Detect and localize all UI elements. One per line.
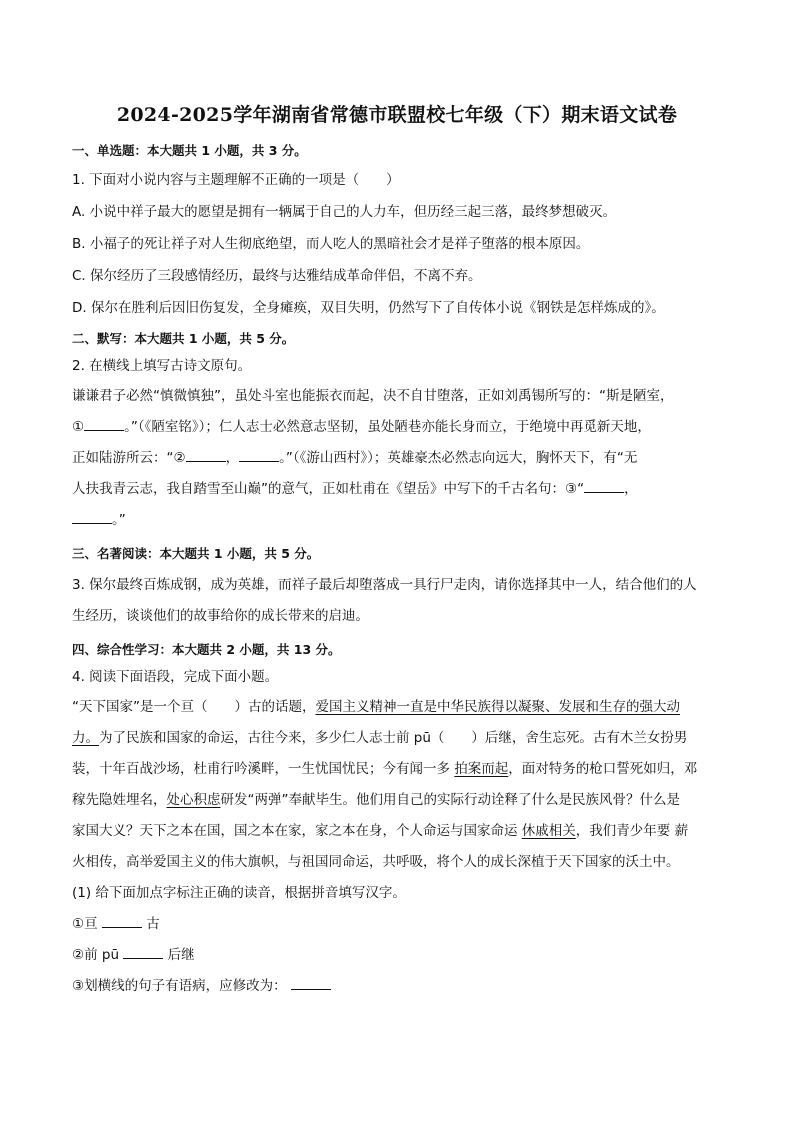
question-4-stem: 4. 阅读下面语段，完成下面小题。 xyxy=(72,669,279,685)
underlined-sentence: 爱国主义精神一直是中华民族得以凝聚、发展和生存的强大动 xyxy=(315,699,680,715)
q3-line-1: 3. 保尔最终百炼成钢，成为英雄，而祥子最后却堕落成一具行尸走肉，请你选择其中一人，结合他们的人 xyxy=(72,577,697,593)
question-4-passage xyxy=(72,692,722,1002)
underlined-idiom: 休戚相关 xyxy=(521,823,576,839)
underlined-sentence: 力。 xyxy=(72,730,99,746)
q4-subquestion-1: (1) 给下面加点字标注正确的读音，根据拼音填写汉字。 xyxy=(72,885,406,901)
q2-line-3: 正如陆游所云：“② ， 。”（《游山西村》）；英雄豪杰必然志向远大，胸怀天下，有“无 xyxy=(72,443,722,474)
q4-item-1: ①亘 古 xyxy=(72,909,722,940)
q2-line-1: 谦谦君子必然“慎微慎独”，虽处斗室也能振衣而起，决不自甘堕落，正如刘禹锡所写的：“斯是陋室， xyxy=(72,388,674,404)
q4-line-2: 力。为了民族和国家的命运，古往今来，多少仁人志士前 pū（ ）后继，舍生忘死。古有木兰女扮男 xyxy=(72,730,688,746)
option-a: A. 小说中祥子最大的愿望是拥有一辆属于自己的人力车，但历经三起三落，最终梦想破灭。 xyxy=(72,204,617,220)
q4-item-3: ③划横线的句子有语病，应修改为： xyxy=(72,971,722,1002)
question-3 xyxy=(72,570,722,632)
q2-line-2: ① 。”（《陋室铭》）；仁人志士必然意志坚韧，虽处陋巷亦能长身而立，于绝境中再觅新天地， xyxy=(72,412,722,443)
underlined-idiom: 处心积虑 xyxy=(166,792,221,808)
q2-line-5: 。” xyxy=(72,505,722,536)
answer-blank[interactable] xyxy=(239,447,279,462)
q2-line-4: 人扶我青云志，我自踏雪至山巅”的意气，正如杜甫在《望岳》中写下的千古名句：③“ ， xyxy=(72,474,722,505)
q3-line-2: 生经历，谈谈他们的故事给你的成长带来的启迪。 xyxy=(72,608,369,624)
option-d: D. 保尔在胜利后因旧伤复发，全身瘫痪，双目失明，仍然写下了自传体小说《钢铁是怎样炼成的》。 xyxy=(72,300,665,316)
question-2-passage xyxy=(72,381,722,536)
q4-line-3: 装，十年百战沙场，杜甫行吟溪畔，一生忧国忧民；今有闻一多 拍案而起，面对特务的枪口誓死如归，邓 xyxy=(72,761,698,777)
underlined-idiom: 拍案而起 xyxy=(454,761,509,777)
section-heading-1: 一、单选题：本大题共 1 小题，共 3 分。 xyxy=(72,143,307,158)
question-1-stem: 1. 下面对小说内容与主题理解不正确的一项是（ ） xyxy=(72,172,400,188)
answer-blank[interactable] xyxy=(584,478,624,493)
answer-blank[interactable] xyxy=(84,416,124,431)
answer-blank[interactable] xyxy=(186,447,226,462)
section-heading-3: 三、名著阅读：本大题共 1 小题，共 5 分。 xyxy=(72,546,320,561)
option-b: B. 小福子的死让祥子对人生彻底绝望，而人吃人的黑暗社会才是祥子堕落的根本原因。 xyxy=(72,236,590,252)
section-heading-4: 四、综合性学习：本大题共 2 小题，共 13 分。 xyxy=(72,642,341,657)
q4-line-4: 稼先隐姓埋名，处心积虑研发“两弹”奉献毕生。他们用自己的实际行动诠释了什么是民族风骨？什么是 xyxy=(72,792,680,808)
section-heading-2: 二、默写：本大题共 1 小题，共 5 分。 xyxy=(72,331,295,346)
q4-item-2: ②前 pū 后继 xyxy=(72,940,722,971)
exam-title: 2024-2025学年湖南省常德市联盟校七年级（下）期末语文试卷 xyxy=(116,104,678,126)
q4-line-6: 火相传，高举爱国主义的伟大旗帜，与祖国同命运，共呼吸，将个人的成长深植于天下国家的沃土中。 xyxy=(72,854,680,870)
answer-blank[interactable] xyxy=(123,944,163,959)
option-c: C. 保尔经历了三段感情经历，最终与达雅结成革命伴侣，不离不弃。 xyxy=(72,268,482,284)
answer-blank[interactable] xyxy=(72,509,112,524)
q4-line-1: “天下国家”是一个亘（ ）古的话题，爱国主义精神一直是中华民族得以凝聚、发展和生存的强大动 xyxy=(72,699,680,715)
q4-line-5: 家国大义？天下之本在国，国之本在家，家之本在身，个人命运与国家命运 休戚相关，我们青少年要 薪 xyxy=(72,823,689,839)
answer-blank[interactable] xyxy=(102,913,142,928)
question-2-stem: 2. 在横线上填写古诗文原句。 xyxy=(72,358,252,374)
answer-blank[interactable] xyxy=(291,975,331,990)
